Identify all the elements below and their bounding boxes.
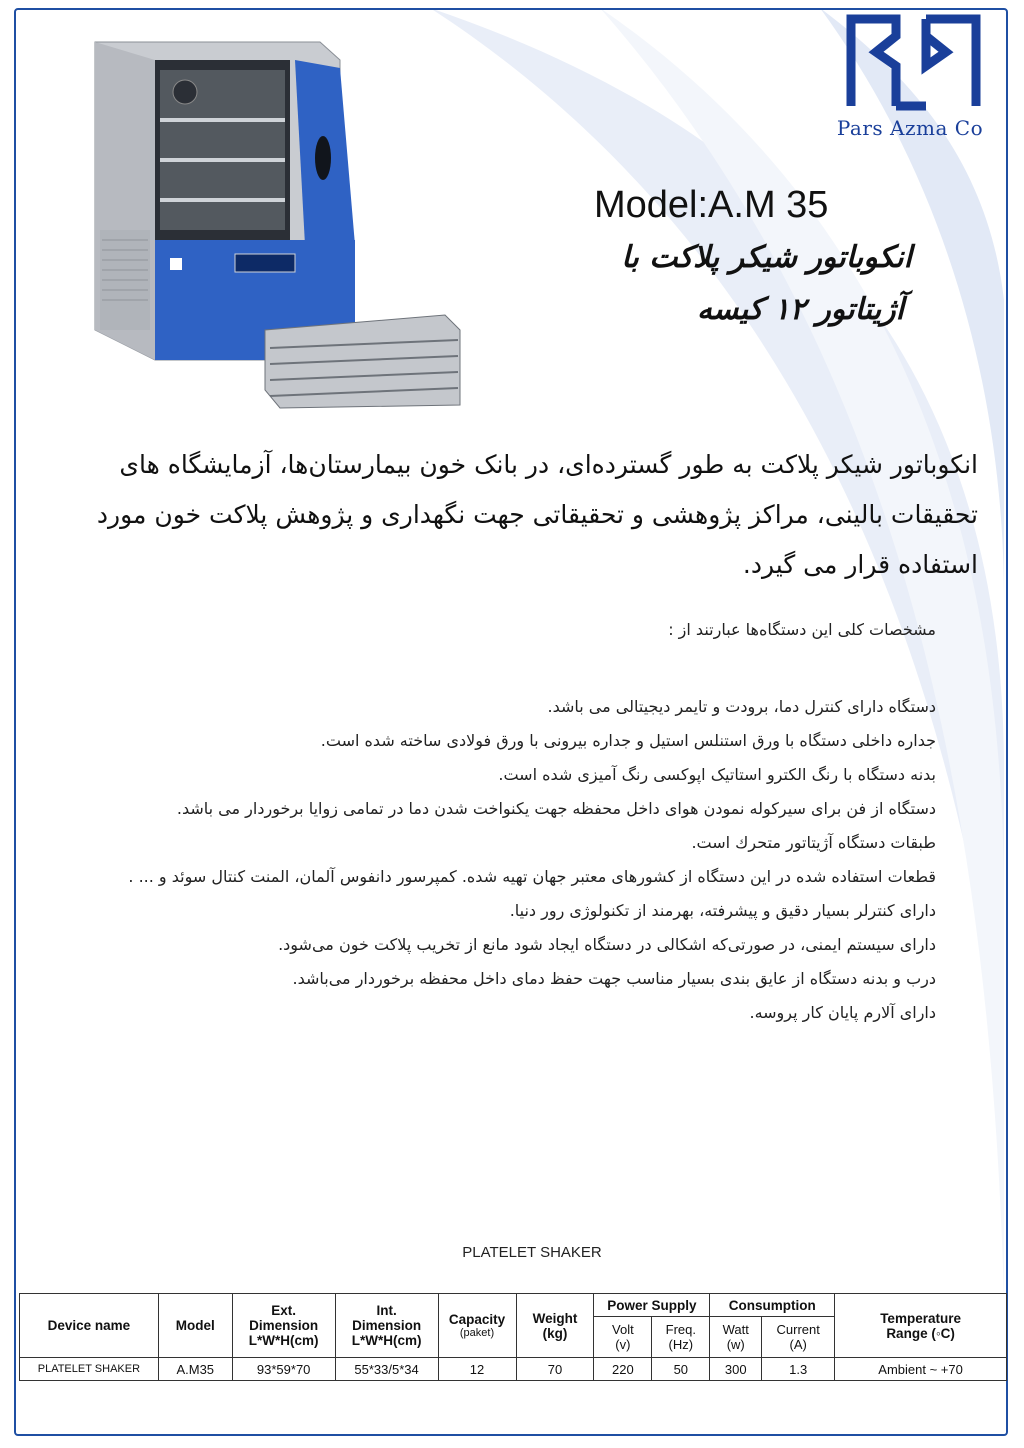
feature-item: دارای کنترلر بسیار دقیق و پیشرفته، بهرمند از تکنولوژی رور دنیا. (509, 901, 936, 920)
header-current (762, 1317, 835, 1358)
header-int-line: L*W*H(cm) (351, 1333, 422, 1348)
header-watt-label: Watt (722, 1322, 749, 1337)
features-heading: مشخصات کلی این دستگاه‌ها عبارتند از : (668, 620, 936, 639)
cell-watt: 300 (710, 1358, 762, 1381)
feature-item: بدنه دستگاه با رنگ الکترو استاتیک اپوکسی رنگ آمیزی شده است. (498, 765, 936, 784)
cell-model: A.M35 (158, 1358, 232, 1381)
header-ext-line: Dimension (249, 1318, 319, 1333)
cell-freq: 50 (652, 1358, 710, 1381)
header-temp-line: Temperature (880, 1310, 961, 1326)
cell-ext: 93*59*70 (232, 1358, 335, 1381)
header-int-line: Dimension (352, 1318, 422, 1333)
feature-item: طبقات دستگاه آژیتاتور متحرك است. (691, 833, 936, 852)
title-line-1: انکوباتور شیکر پلاکت با (621, 240, 912, 275)
cell-device-name: PLATELET SHAKER (20, 1358, 159, 1381)
feature-item: قطعات استفاده شده در این دستگاه از کشورهای معتبر جهان تهیه شده. کمپرسور دانفوس آلمان، المنت کنتال سوئد و ... . (128, 867, 936, 886)
feature-item: دستگاه دارای کنترل دما، برودت و تایمر دیجیتالی می باشد. (547, 697, 936, 716)
header-weight-label: Weight (532, 1310, 578, 1326)
header-capacity-label: Capacity (448, 1312, 506, 1327)
header-volt-label: Volt (612, 1322, 634, 1337)
table-row (20, 1358, 1007, 1381)
header-model: Model (158, 1294, 232, 1358)
header-freq-unit: (Hz) (668, 1337, 694, 1352)
header-temperature (835, 1294, 1007, 1358)
header-temp-line: Range (◦C) (886, 1325, 955, 1341)
header-freq-label: Freq. (665, 1322, 696, 1337)
brand-name: Pars Azma Co (836, 116, 984, 140)
model-label: Model:A.M 35 (594, 184, 829, 226)
feature-item: درب و بدنه دستگاه از عایق بندی بسیار مناسب جهت حفظ دمای داخل محفظه برخوردار می‌باشد. (292, 969, 936, 988)
header-watt (710, 1317, 762, 1358)
header-ext-line: Ext. (271, 1303, 297, 1318)
header-current-label: Current (776, 1322, 820, 1337)
specs-table (19, 1293, 1007, 1381)
header-weight (516, 1294, 594, 1358)
feature-item: دارای آلارم پایان کار پروسه. (749, 1003, 936, 1022)
cell-volt: 220 (594, 1358, 652, 1381)
header-capacity-unit: (paket) (459, 1327, 495, 1339)
title-line-2: آژیتاتور ۱۲ کیسه (696, 292, 904, 327)
cell-temperature: Ambient ~ +70 (835, 1358, 1007, 1381)
header-device-name: Device name (20, 1294, 159, 1358)
header-ext-line: L*W*H(cm) (248, 1333, 319, 1348)
feature-item: جداره داخلی دستگاه با ورق استنلس استیل و جداره بیرونی با ورق فولادی ساخته شده است. (320, 731, 936, 750)
header-capacity (438, 1294, 516, 1358)
cell-int: 55*33/5*34 (335, 1358, 438, 1381)
header-power-supply: Power Supply (594, 1294, 710, 1317)
header-volt-unit: (v) (615, 1337, 631, 1352)
cell-weight: 70 (516, 1358, 594, 1381)
header-int-line: Int. (376, 1303, 397, 1318)
header-current-unit: (A) (789, 1337, 807, 1352)
feature-item: دارای سیستم ایمنی، در صورتی‌که اشکالی در دستگاه ایجاد شود مانع از تخریب پلاکت خون می‌شود. (278, 935, 936, 954)
header-ext-dimension (232, 1294, 335, 1358)
table-caption: PLATELET SHAKER (462, 1244, 602, 1261)
header-weight-unit: (kg) (542, 1325, 568, 1341)
header-freq (652, 1317, 710, 1358)
incubator-image (80, 30, 480, 420)
cell-capacity: 12 (438, 1358, 516, 1381)
header-volt (594, 1317, 652, 1358)
cell-current: 1.3 (762, 1358, 835, 1381)
header-int-dimension (335, 1294, 438, 1358)
header-watt-unit: (w) (726, 1337, 745, 1352)
feature-item: دستگاه از فن برای سیرکوله نمودن هوای داخل محفظه جهت یکنواخت شدن دما در تمامی زوایا برخوردار می باشد. (176, 799, 936, 818)
product-title (592, 232, 912, 336)
header-consumption: Consumption (710, 1294, 835, 1317)
intro-paragraph: انکوباتور شیکر پلاکت به طور گسترده‌ای، در بانک خون بیمارستان‌ها، آزمایشگاه های تحقیقات بالینی، مراکز پژوهشی و تحقیقاتی جهت نگهداری و پژوهش پلاکت خون مورد استفاده قرار می گیرد. (96, 450, 978, 579)
features-list (36, 690, 936, 1030)
